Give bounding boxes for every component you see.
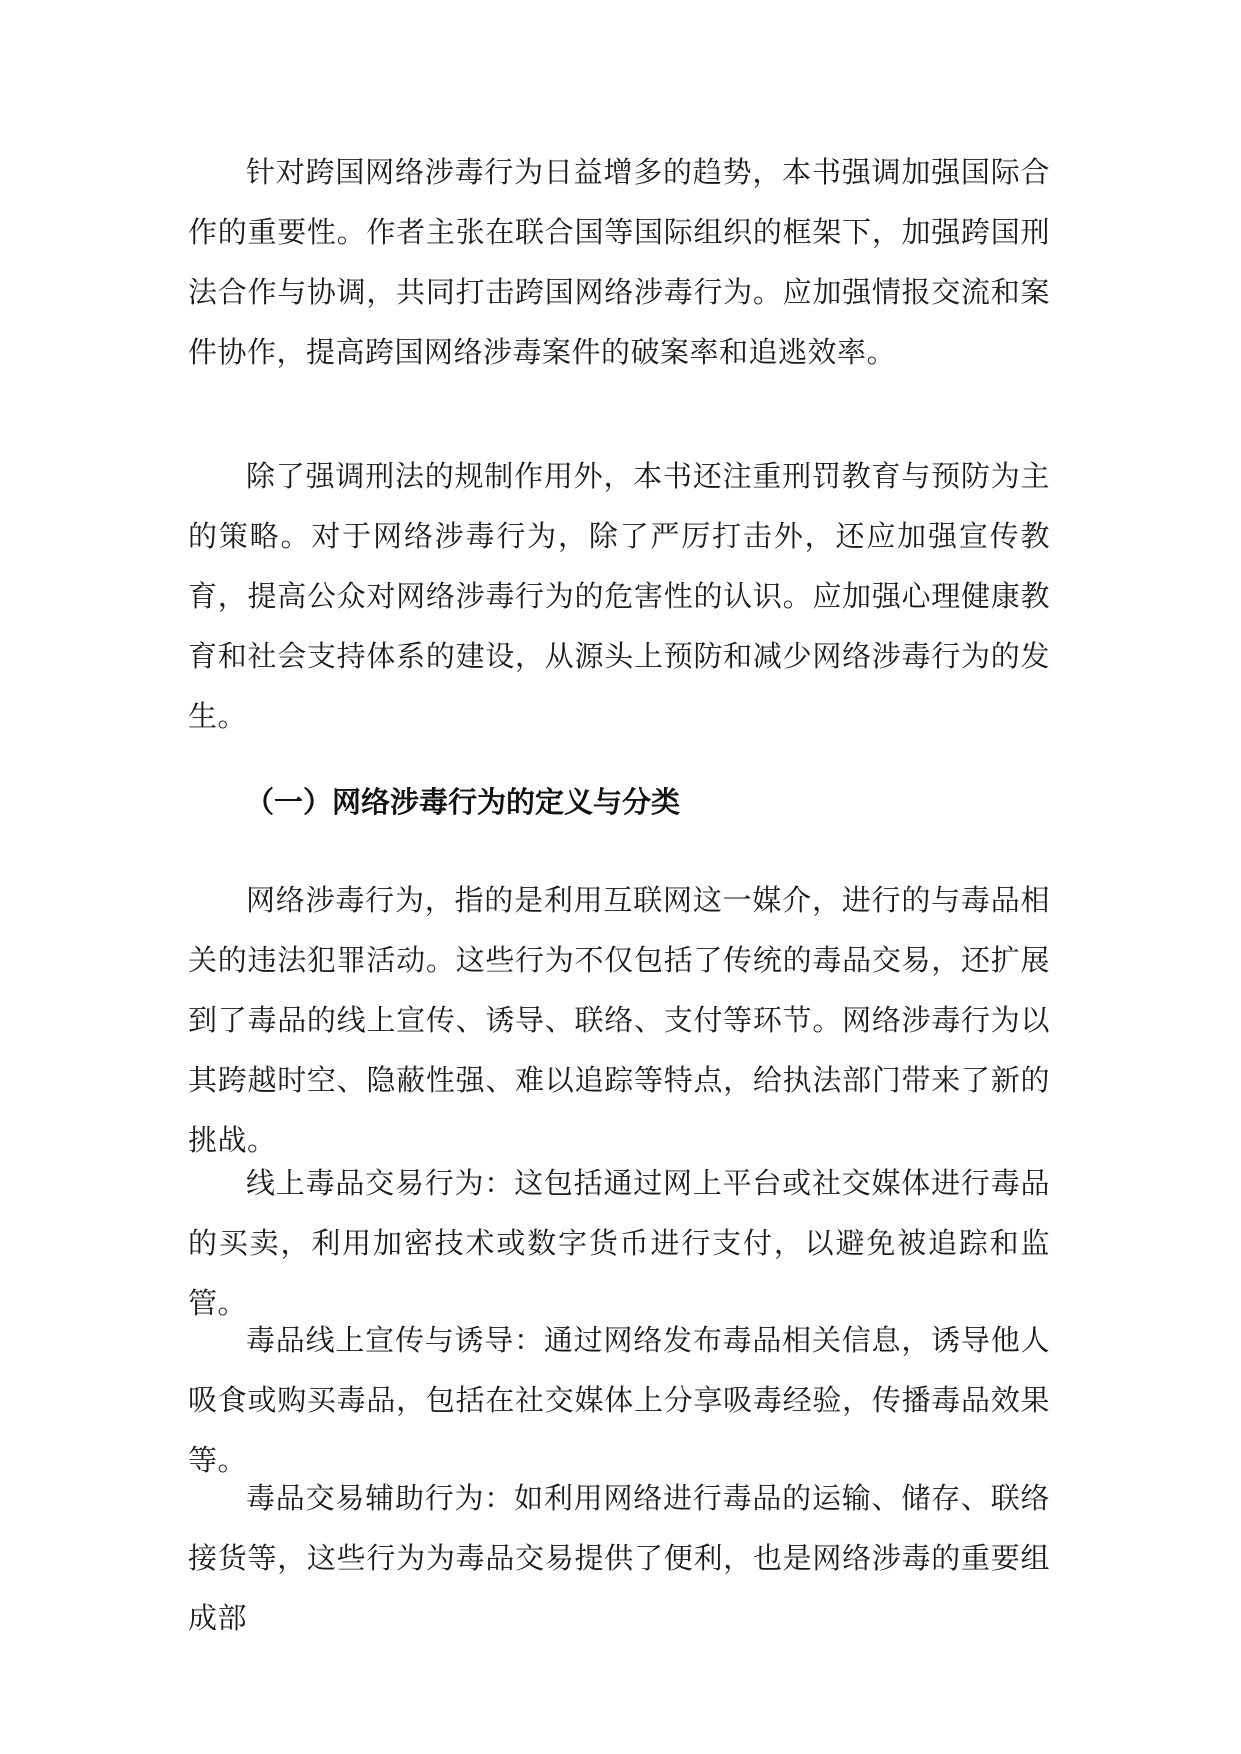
paragraph-definition: 网络涉毒行为，指的是利用互联网这一媒介，进行的与毒品相关的违法犯罪活动。这些行为不仅包括了传统的毒品交易，还扩展到了毒品的线上宣传、诱导、联络、支付等环节。网络涉毒行为以其跨越时空、隐蔽性强、难以追踪等特点，给执法部门带来了新的挑战。 (188, 883, 1050, 1157)
paragraph-education-prevention: 除了强调刑法的规制作用外，本书还注重刑罚教育与预防为主的策略。对于网络涉毒行为，除了严厉打击外，还应加强宣传教育，提高公众对网络涉毒行为的危害性的认识。应加强心理健康教育和社会支持体系的建设，从源头上预防和减少网络涉毒行为的发生。 (188, 459, 1050, 733)
paragraph-online-trading: 线上毒品交易行为：这包括通过网上平台或社交媒体进行毒品的买卖，利用加密技术或数字货币进行支付，以避免被追踪和监管。 (188, 1166, 1050, 1320)
paragraph-auxiliary-behavior: 毒品交易辅助行为：如利用网络进行毒品的运输、储存、联络接货等，这些行为为毒品交易提供了便利，也是网络涉毒的重要组成部 (188, 1481, 1050, 1635)
paragraph-international-cooperation: 针对跨国网络涉毒行为日益增多的趋势，本书强调加强国际合作的重要性。作者主张在联合国等国际组织的框架下，加强跨国刑法合作与协调，共同打击跨国网络涉毒行为。应加强情报交流和案件协作，提高跨国网络涉毒案件的破案率和追逃效率。 (188, 155, 1050, 369)
paragraph-online-promotion: 毒品线上宣传与诱导：通过网络发布毒品相关信息，诱导他人吸食或购买毒品，包括在社交媒体上分享吸毒经验，传播毒品效果等。 (188, 1323, 1050, 1477)
section-heading: （一）网络涉毒行为的定义与分类 (245, 785, 681, 819)
